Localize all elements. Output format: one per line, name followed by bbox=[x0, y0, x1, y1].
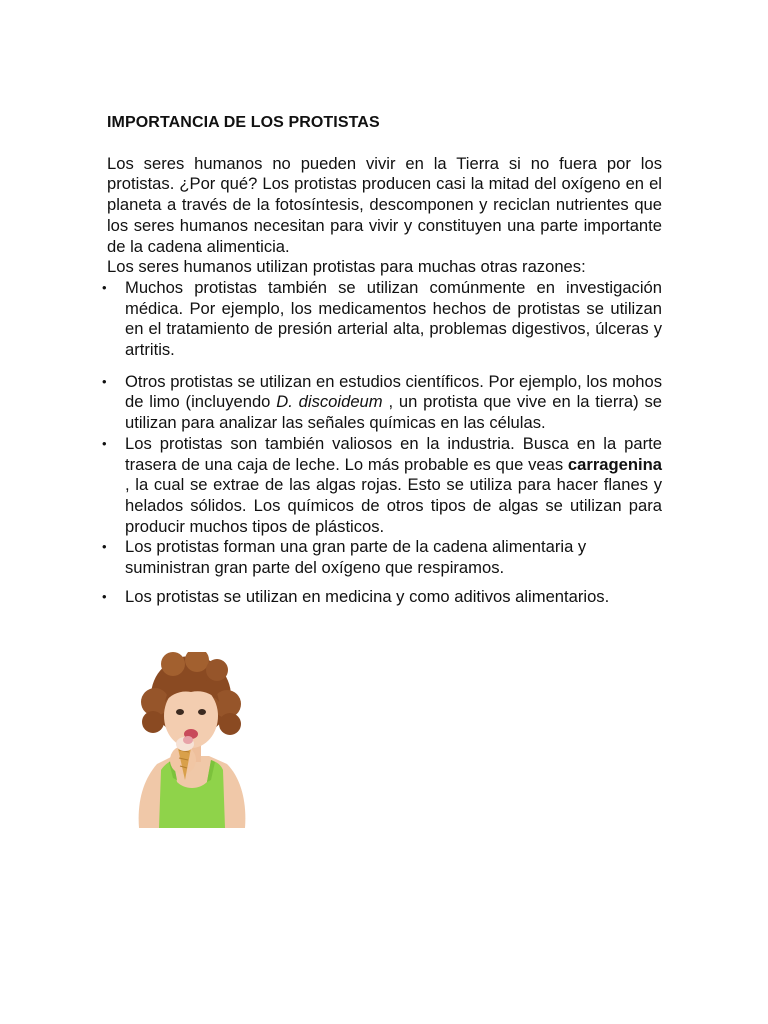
document-body bbox=[102, 113, 663, 607]
species-name: D. discoideum bbox=[276, 392, 383, 412]
bullet-marker: • bbox=[102, 539, 107, 555]
list-item-text: Los protistas forman una gran parte de la cadena alimentaria y suministran gran parte del oxígeno que respiramos. bbox=[125, 537, 587, 578]
list-item-text: , un protista que vive en la tierra) se utilizan para analizar las señales químicas en las células. bbox=[125, 392, 663, 433]
bullet-list bbox=[102, 277, 663, 608]
bullet-marker: • bbox=[102, 435, 107, 451]
document-title: IMPORTANCIA DE LOS PROTISTAS bbox=[107, 114, 380, 131]
bullet-marker: • bbox=[102, 279, 107, 295]
list-item bbox=[102, 277, 662, 361]
bullet-marker: • bbox=[102, 373, 107, 389]
child-eating-ice-cream-image bbox=[133, 652, 249, 828]
list-item bbox=[102, 537, 662, 578]
list-item bbox=[102, 433, 662, 538]
list-item bbox=[102, 586, 662, 608]
bullet-marker: • bbox=[102, 588, 107, 604]
list-item-text: Muchos protistas también se utilizan comúnmente en investigación médica. Por ejemplo, los medicamentos hechos de protistas se utilizan en el tratamiento de presión arterial alta, problemas digestivos, úlceras y artritis. bbox=[125, 277, 662, 360]
list-item-text: Los protistas son también valiosos en la industria. Busca en la parte trasera de una caja de leche. Lo más probable es que veas bbox=[125, 433, 662, 474]
list-item-text: Los protistas se utilizan en medicina y como aditivos alimentarios. bbox=[125, 586, 610, 606]
list-item-text: Otros protistas se utilizan en estudios científicos. Por ejemplo, los mohos de limo (incluyendo bbox=[125, 371, 662, 412]
lead-sentence: Los seres humanos utilizan protistas para muchas otras razones: bbox=[107, 257, 586, 277]
emphasized-term: carragenina bbox=[567, 454, 662, 474]
list-item bbox=[102, 371, 663, 434]
list-item-text: , la cual se extrae de las algas rojas. Esto se utiliza para hacer flanes y helados sólidos. Los químicos de otros tipos de algas se utilizan para producir muchos tipos de plásticos. bbox=[125, 475, 662, 536]
intro-paragraph: Los seres humanos no pueden vivir en la Tierra si no fuera por los protistas. ¿Por qué? Los protistas producen casi la mitad del oxígeno en el planeta a través de la fotosíntesis, descomponen y reciclan nutrientes que los seres humanos necesitan para vivir y constituyen una parte importante de la cadena alimenticia. bbox=[107, 153, 662, 256]
